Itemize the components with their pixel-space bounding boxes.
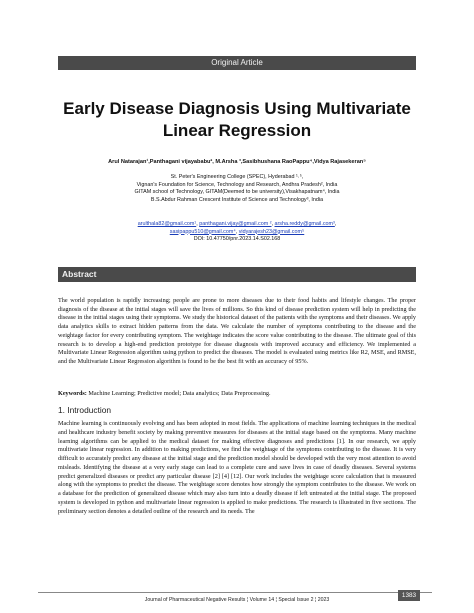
affiliation-line: GITAM school of Technology, GITAM(Deemed to be university),Visakhapatnam⁴, India <box>134 189 340 196</box>
keywords <box>58 390 416 399</box>
author-list: Arul Natarajan¹,Panthagani vijayababu², M.Arsha ³,Sasibhushana RaoPappu⁴,Vidya Rajasekeran⁵ <box>108 159 366 165</box>
abstract-heading: Abstract <box>62 269 97 279</box>
email-link-author-2[interactable]: panthagani.vijay@gmail.com ² <box>199 221 272 227</box>
introduction-text: Machine learning is continuously evolving and has been adopted in most fields. The applications of machine learning techniques in the medical and healthcare industry benefit society by making preventive measures for diseases at the initial stage based on the symptoms. Many machine learning algorithms can be applied to the medical dataset for making effective diagnoses and predictions [1]. In our research, we apply multivariate linear regression. In addition to making predictions, we find the weightage of the symptoms contributing to the disease. It is very difficult to accurately predict any disease at the initial stage and the prediction model should be developed with the very most attention to avoid misleads. Identifying the disease at a very early stage can lead to a complete cure and save lives in case of deadly diseases. Several systems predict generalized diseases or predict any particular disease [2] [4] [12]. Our work includes the weightage score calculation that is measured along with the symptoms to predict the disease. The weightage score denotes how strongly the symptom contributes to the disease. We work on a database for the prediction of generalized disease which may also turn into a deadly disease if left untreated at the initial stage. The proposed system is developed in python and multivariate linear regression is applied to make predictions. The research is illustrated in five sections. The preliminary section denotes a detailed outline of the research and its needs. The <box>58 420 416 515</box>
affiliation-line: B.S.Abdur Rahman Crescent Institute of Science and Technology³, India <box>150 196 324 203</box>
affiliation-line: Vignan's Foundation for Science, Technology and Research, Andhra Pradesh², India <box>136 181 338 188</box>
journal-footer: Journal of Pharmaceutical Negative Results ¦ Volume 14 ¦ Special Issue 2 ¦ 2023 <box>144 597 330 603</box>
keywords-label: Keywords: <box>58 390 87 397</box>
abstract-text: The world population is rapidly increasing; people are prone to more diseases due to their food habits and lifestyle changes. The proper diagnosis of the disease at the initial stages will save the lives of millions. So this kind of disease prediction system will help in predicting the disease in the initial stages using their symptoms. We study the historical dataset of the patients with the symptoms and their diseases. We apply data analytics skills to extract hidden patterns from the data. We calculate the number of symptoms contributing to the disease and the weightage factor for every contributing symptom. The weightage indicates the score value contributing to the disease. The ultimate goal of this research is to develop a high-end prediction prototype for disease diagnosis with improved accuracy and efficiency. We implemented a Multivariate Linear Regression algorithm using python to predict the diseases. The model is evaluated using metrics like R2, MSE, and RMSE, and the Multivariate Linear Regression algorithm is found to be the best fit with an accuracy of 95%. <box>58 297 416 365</box>
email-line-2: sasipappu510@gmail.com⁴, vidyarajesh23@gmail.com⁵ <box>169 228 305 235</box>
page-number: 1383 <box>398 590 420 601</box>
abstract-heading-bar <box>58 267 416 282</box>
email-link-author-3[interactable]: arsha.reddy@gmail.com³ <box>274 221 335 227</box>
author-emails <box>40 221 434 244</box>
footer-divider <box>38 592 432 593</box>
affiliations <box>40 174 434 204</box>
article-type-label: Original Article <box>211 58 263 67</box>
section-heading-introduction: 1. Introduction <box>58 405 112 415</box>
email-link-author-1[interactable]: arulthala82@gmail.com¹ <box>137 221 197 227</box>
paper-title: Early Disease Diagnosis Using Multivariate Linear Regression <box>63 99 411 140</box>
article-type-banner <box>58 56 416 70</box>
email-link-author-5[interactable]: vidyarajesh23@gmail.com⁵ <box>238 228 305 235</box>
affiliation-line: St. Peter's Engineering College (SPEC), Hyderabad ¹˒⁵, <box>170 174 304 180</box>
keywords-text: Machine Learning; Predictive model; Data analytics; Data Preprocessing. <box>88 390 271 397</box>
email-link-author-4[interactable]: sasipappu510@gmail.com⁴ <box>169 228 236 235</box>
email-line-1: arulthala82@gmail.com¹, panthagani.vijay@gmail.com ², arsha.reddy@gmail.com³, <box>137 221 337 227</box>
doi: DOI: 10.47750/pnr.2023.14.S02.168 <box>193 236 281 243</box>
